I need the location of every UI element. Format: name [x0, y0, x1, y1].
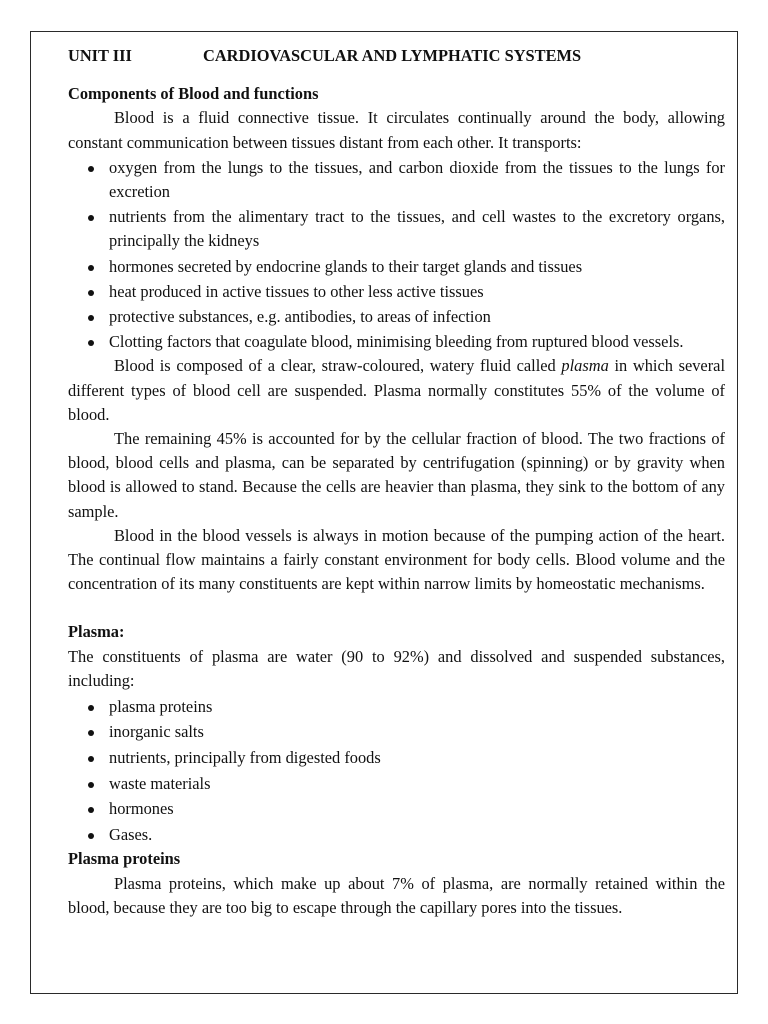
composition-paragraph: [68, 354, 725, 427]
plasma-intro-paragraph: The constituents of plasma are water (90 to 92%) and dissolved and suspended substances, including:: [68, 646, 725, 690]
section-heading-plasma: Plasma:: [68, 622, 125, 642]
list-item: Clotting factors that coagulate blood, minimising bleeding from ruptured blood vessels.: [85, 330, 725, 354]
list-item: hormones: [85, 797, 725, 821]
list-item: inorganic salts: [85, 720, 725, 744]
list-item: oxygen from the lungs to the tissues, and carbon dioxide from the tissues to the lungs for excretion: [85, 156, 725, 204]
list-item: hormones secreted by endocrine glands to their target glands and tissues: [85, 255, 725, 279]
blood-intro-paragraph: Blood is a fluid connective tissue. It circulates continually around the body, allowing constant communication between tissues distant from each other. It transports:: [68, 108, 725, 152]
list-item: plasma proteins: [85, 695, 725, 719]
list-item: heat produced in active tissues to other less active tissues: [85, 280, 725, 304]
list-item: protective substances, e.g. antibodies, to areas of infection: [85, 305, 725, 329]
plasma-term: plasma: [561, 356, 609, 376]
section-heading-plasma-proteins: Plasma proteins: [68, 849, 181, 869]
section-heading-components: Components of Blood and functions: [68, 84, 319, 104]
unit-header: [68, 44, 725, 68]
spacer: [68, 596, 725, 620]
unit-label: UNIT III: [68, 46, 132, 65]
plasma-proteins-paragraph: Plasma proteins, which make up about 7% of plasma, are normally retained within the blood, because they are too big to escape through the capillary pores into the tissues.: [68, 873, 725, 917]
unit-title: CARDIOVASCULAR AND LYMPHATIC SYSTEMS: [203, 46, 582, 65]
list-item: nutrients, principally from digested foods: [85, 746, 725, 770]
list-item: waste materials: [85, 772, 725, 796]
composition-text-end: in which several different types of blood cell are suspended. Plasma normally constitutes 55% of the volume of blood.: [68, 356, 725, 424]
document-body: [68, 44, 725, 920]
remaining-fraction-paragraph: The remaining 45% is accounted for by the cellular fraction of blood. The two fractions of blood, blood cells and plasma, can be separated by centrifugation (spinning) or by gravity when blood is allowed to stand. Because the cells are heavier than plasma, they sink to the bottom of any sample.: [68, 429, 725, 521]
list-item: Gases.: [85, 823, 725, 847]
blood-motion-paragraph: Blood in the blood vessels is always in motion because of the pumping action of the heart. The continual flow maintains a fairly constant environment for body cells. Blood volume and the concentration of its many constituents are kept within narrow limits by homeostatic mechanisms.: [68, 525, 725, 594]
transport-list: [68, 156, 725, 355]
plasma-constituents-list: [68, 695, 725, 848]
list-item: nutrients from the alimentary tract to the tissues, and cell wastes to the excretory organs, principally the kidneys: [85, 205, 725, 253]
composition-text-start: Blood is composed of a clear, straw-coloured, watery fluid called: [114, 356, 562, 376]
